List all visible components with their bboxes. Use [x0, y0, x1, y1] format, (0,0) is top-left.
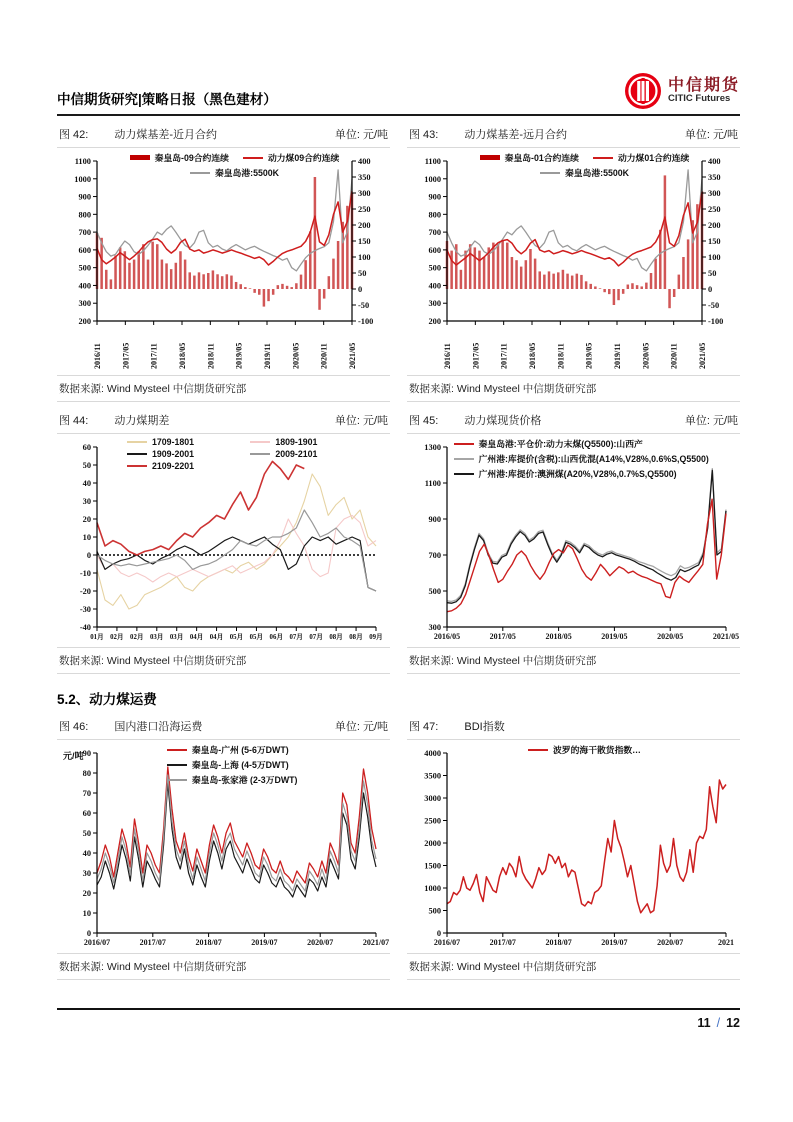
svg-text:2018/05: 2018/05	[528, 342, 537, 369]
svg-text:50: 50	[358, 269, 367, 278]
svg-text:2017/05: 2017/05	[121, 342, 131, 369]
svg-text:40: 40	[82, 849, 91, 858]
svg-text:-10: -10	[79, 569, 91, 578]
fig46-chart	[57, 743, 390, 951]
svg-text:50: 50	[708, 269, 717, 278]
svg-text:-100: -100	[358, 317, 374, 326]
svg-text:02月: 02月	[110, 634, 124, 641]
svg-text:2017/07: 2017/07	[489, 938, 516, 947]
legend-label: 秦皇岛-上海 (4-5万DWT)	[191, 760, 289, 770]
fig44-source: 数据来源: Wind Mysteel 中信期货研究部	[57, 647, 390, 674]
svg-text:300: 300	[428, 299, 441, 309]
legend-label: 动力煤09合约连续	[267, 153, 340, 163]
page-separator: /	[716, 1016, 721, 1030]
svg-text:01月: 01月	[90, 634, 104, 641]
svg-text:2016/11: 2016/11	[443, 343, 452, 369]
svg-text:1300: 1300	[424, 443, 441, 452]
svg-text:2017/05: 2017/05	[489, 632, 516, 641]
svg-text:2016/07: 2016/07	[433, 938, 461, 947]
fig42-unit: 单位: 元/吨	[334, 129, 388, 141]
legend-label: 秦皇岛港:平仓价:动力末煤(Q5500):山西产	[478, 439, 643, 449]
svg-text:2019/11: 2019/11	[613, 343, 622, 369]
svg-text:2018/07: 2018/07	[195, 938, 222, 947]
svg-text:900: 900	[428, 192, 441, 202]
svg-text:300: 300	[78, 299, 91, 309]
svg-text:-100: -100	[708, 317, 724, 326]
fig45-source: 数据来源: Wind Mysteel 中信期货研究部	[407, 647, 740, 674]
report-page	[57, 60, 740, 980]
legend-label: 秦皇岛港:5500K	[214, 168, 280, 178]
svg-text:400: 400	[428, 281, 441, 291]
citic-logo-icon	[624, 72, 662, 110]
svg-text:-50: -50	[358, 301, 370, 310]
fig45-label: 图 45:	[409, 415, 439, 427]
svg-text:2019/05: 2019/05	[234, 342, 244, 369]
svg-text:2500: 2500	[424, 816, 441, 826]
legend-label: 秦皇岛-广州 (5-6万DWT)	[191, 745, 289, 755]
figure-row-3	[57, 714, 740, 980]
svg-text:06月: 06月	[269, 634, 284, 641]
legend-label: 秦皇岛-01合约连续	[504, 153, 579, 163]
fig47-label: 图 47:	[409, 721, 439, 733]
fig43-label: 图 43:	[409, 129, 439, 141]
svg-text:1000: 1000	[74, 174, 91, 184]
section-heading: 5.2、动力煤运费	[57, 692, 157, 707]
svg-text:250: 250	[708, 205, 721, 214]
page-number	[57, 1016, 740, 1030]
svg-text:1100: 1100	[424, 479, 441, 488]
svg-text:2016/11: 2016/11	[93, 343, 102, 369]
svg-text:2021/05: 2021/05	[348, 342, 357, 369]
svg-text:20: 20	[82, 515, 91, 524]
logo-en-text: CITIC Futures	[667, 93, 731, 105]
svg-text:400: 400	[78, 281, 91, 291]
svg-text:30: 30	[82, 497, 91, 506]
fig44-title: 动力煤期差	[114, 415, 170, 427]
svg-text:09月: 09月	[369, 634, 383, 641]
svg-text:150: 150	[358, 237, 371, 246]
svg-text:200: 200	[358, 221, 371, 230]
fig44-label: 图 44:	[59, 415, 89, 427]
svg-text:02月: 02月	[130, 634, 144, 641]
legend-label: 秦皇岛港:5500K	[564, 168, 630, 178]
svg-text:700: 700	[428, 551, 441, 560]
svg-text:07月: 07月	[309, 634, 324, 641]
svg-text:300: 300	[358, 189, 371, 198]
legend-label: 1909-2001	[152, 449, 195, 459]
fig44-unit: 单位: 元/吨	[334, 415, 388, 427]
fig43-source: 数据来源: Wind Mysteel 中信期货研究部	[407, 375, 740, 402]
svg-text:10: 10	[82, 533, 91, 542]
fig46-unit: 单位: 元/吨	[334, 721, 388, 733]
legend-label: 动力煤01合约连续	[617, 153, 690, 163]
fig45-chart	[407, 437, 740, 645]
svg-text:2017/07: 2017/07	[139, 938, 166, 947]
svg-text:2020/07: 2020/07	[307, 938, 334, 947]
svg-text:60: 60	[82, 809, 91, 818]
svg-text:2019/05: 2019/05	[601, 632, 628, 641]
svg-text:2020/07: 2020/07	[657, 938, 684, 947]
fig47-title: BDI指数	[464, 721, 505, 733]
svg-text:350: 350	[358, 173, 371, 182]
svg-text:2016/07: 2016/07	[83, 938, 111, 947]
svg-text:2016/05: 2016/05	[433, 632, 461, 641]
figure-45	[407, 408, 740, 674]
fig43-title: 动力煤基差-远月合约	[464, 129, 568, 141]
svg-text:-40: -40	[79, 623, 91, 632]
svg-text:400: 400	[708, 157, 721, 166]
page-footer	[57, 1008, 740, 1030]
legend-label: 2009-2101	[275, 449, 318, 459]
page-total: 12	[726, 1016, 740, 1030]
svg-text:100: 100	[358, 253, 371, 262]
svg-text:90: 90	[82, 749, 91, 758]
svg-text:2020/11: 2020/11	[319, 343, 329, 369]
fig43-unit: 单位: 元/吨	[684, 129, 738, 141]
svg-text:07月: 07月	[289, 634, 304, 641]
svg-text:2021/07: 2021/07	[362, 938, 390, 947]
y-axis-unit-label: 元/吨	[63, 751, 84, 761]
svg-text:4000: 4000	[424, 749, 441, 758]
svg-text:10: 10	[82, 909, 91, 918]
svg-text:2019/11: 2019/11	[263, 343, 272, 369]
svg-text:200: 200	[428, 317, 441, 326]
fig44-chart	[57, 437, 390, 645]
svg-text:70: 70	[82, 789, 91, 798]
svg-text:-50: -50	[708, 301, 720, 310]
svg-text:50: 50	[82, 829, 91, 838]
header-divider	[57, 114, 740, 116]
svg-text:2019/05: 2019/05	[584, 342, 594, 369]
svg-text:800: 800	[78, 210, 91, 220]
svg-text:40: 40	[82, 479, 91, 488]
svg-text:200: 200	[78, 317, 91, 326]
svg-text:250: 250	[358, 205, 371, 214]
fig46-title: 国内港口沿海运费	[114, 721, 203, 733]
svg-text:2019/07: 2019/07	[251, 938, 278, 947]
svg-text:04月: 04月	[209, 634, 224, 641]
svg-text:500: 500	[78, 263, 91, 273]
legend-label: 1709-1801	[152, 437, 195, 447]
svg-text:600: 600	[78, 245, 91, 255]
svg-text:600: 600	[428, 245, 441, 255]
svg-text:700: 700	[428, 228, 441, 238]
page-header	[57, 60, 740, 112]
legend-label: 波罗的海干散货指数…	[553, 745, 641, 755]
svg-text:03月: 03月	[169, 634, 184, 641]
svg-text:300: 300	[708, 189, 721, 198]
svg-text:300: 300	[428, 623, 441, 632]
svg-text:2021: 2021	[718, 938, 734, 947]
svg-text:05月: 05月	[249, 634, 264, 641]
svg-text:2017/05: 2017/05	[471, 342, 481, 369]
svg-text:900: 900	[78, 192, 91, 202]
svg-text:2017/11: 2017/11	[499, 343, 509, 369]
svg-text:1100: 1100	[424, 157, 441, 166]
svg-text:08月: 08月	[349, 634, 363, 641]
citic-logo	[624, 72, 740, 112]
svg-text:500: 500	[428, 906, 441, 916]
legend-label: 2109-2201	[152, 461, 195, 471]
svg-text:1000: 1000	[424, 884, 441, 893]
svg-text:2018/05: 2018/05	[545, 632, 572, 641]
fig46-label: 图 46:	[59, 721, 89, 733]
svg-text:2018/11: 2018/11	[556, 343, 566, 369]
figure-47	[407, 714, 740, 980]
fig47-source: 数据来源: Wind Mysteel 中信期货研究部	[407, 953, 740, 980]
svg-text:08月: 08月	[329, 634, 343, 641]
svg-text:2020/05: 2020/05	[291, 342, 301, 369]
svg-text:900: 900	[428, 515, 441, 524]
svg-text:500: 500	[428, 263, 441, 273]
svg-text:150: 150	[708, 237, 721, 246]
svg-text:2018/07: 2018/07	[545, 938, 572, 947]
legend-label: 广州港:库提价:澳洲煤(A20%,V28%,0.7%S,Q5500)	[478, 469, 677, 479]
logo-cn-text: 中信期货	[667, 76, 740, 94]
svg-text:350: 350	[708, 173, 721, 182]
svg-text:0: 0	[358, 285, 363, 294]
legend-label: 秦皇岛-09合约连续	[154, 153, 229, 163]
svg-text:0: 0	[86, 929, 91, 938]
svg-text:2020/05: 2020/05	[657, 632, 684, 641]
svg-text:0: 0	[436, 929, 441, 938]
svg-text:2019/07: 2019/07	[601, 938, 628, 947]
svg-text:0: 0	[86, 551, 91, 560]
svg-text:700: 700	[78, 228, 91, 238]
svg-text:400: 400	[358, 157, 371, 166]
figure-46	[57, 714, 390, 980]
fig46-source: 数据来源: Wind Mysteel 中信期货研究部	[57, 953, 390, 980]
svg-text:50: 50	[82, 461, 91, 470]
svg-text:500: 500	[428, 587, 441, 596]
fig45-title: 动力煤现货价格	[464, 415, 542, 427]
svg-text:2021/05: 2021/05	[698, 342, 707, 369]
fig42-label: 图 42:	[59, 129, 89, 141]
svg-text:0: 0	[708, 285, 713, 294]
svg-text:2000: 2000	[424, 839, 441, 848]
figure-row-2	[57, 408, 740, 674]
fig42-chart	[57, 151, 390, 373]
svg-text:1100: 1100	[74, 157, 91, 166]
svg-text:30: 30	[82, 869, 91, 878]
svg-text:2018/11: 2018/11	[206, 343, 216, 369]
svg-text:2017/11: 2017/11	[149, 343, 159, 369]
svg-text:3500: 3500	[424, 771, 441, 781]
legend-label: 秦皇岛-张家港 (2-3万DWT)	[191, 775, 298, 785]
fig42-title: 动力煤基差-近月合约	[114, 129, 218, 141]
legend-label: 1809-1901	[275, 437, 318, 447]
svg-text:1000: 1000	[424, 174, 441, 184]
svg-text:03月: 03月	[149, 634, 164, 641]
footer-divider	[57, 1008, 740, 1010]
svg-text:3000: 3000	[424, 794, 441, 803]
svg-text:05月: 05月	[229, 634, 244, 641]
report-title: 中信期货研究|策略日报（黑色建材）	[57, 92, 277, 107]
figure-43	[407, 122, 740, 402]
svg-text:2020/11: 2020/11	[669, 343, 679, 369]
svg-text:80: 80	[82, 769, 91, 778]
figure-row-1	[57, 122, 740, 402]
svg-text:2018/05: 2018/05	[178, 342, 187, 369]
page-current: 11	[697, 1016, 711, 1030]
svg-text:200: 200	[708, 221, 721, 230]
svg-text:-20: -20	[79, 587, 91, 596]
fig42-source: 数据来源: Wind Mysteel 中信期货研究部	[57, 375, 390, 402]
svg-text:-30: -30	[79, 605, 91, 614]
legend-label: 广州港:库提价(含税):山西优混(A14%,V28%,0.6%S,Q5500)	[478, 454, 709, 464]
svg-text:60: 60	[82, 443, 91, 452]
svg-text:800: 800	[428, 210, 441, 220]
figure-44	[57, 408, 390, 674]
svg-text:2021/05: 2021/05	[712, 632, 740, 641]
fig45-unit: 单位: 元/吨	[684, 415, 738, 427]
fig47-chart	[407, 743, 740, 951]
figure-42	[57, 122, 390, 402]
svg-text:20: 20	[82, 889, 91, 898]
svg-text:100: 100	[708, 253, 721, 262]
svg-text:04月: 04月	[189, 634, 204, 641]
svg-text:1500: 1500	[424, 861, 441, 871]
fig43-chart	[407, 151, 740, 373]
svg-text:2020/05: 2020/05	[641, 342, 651, 369]
